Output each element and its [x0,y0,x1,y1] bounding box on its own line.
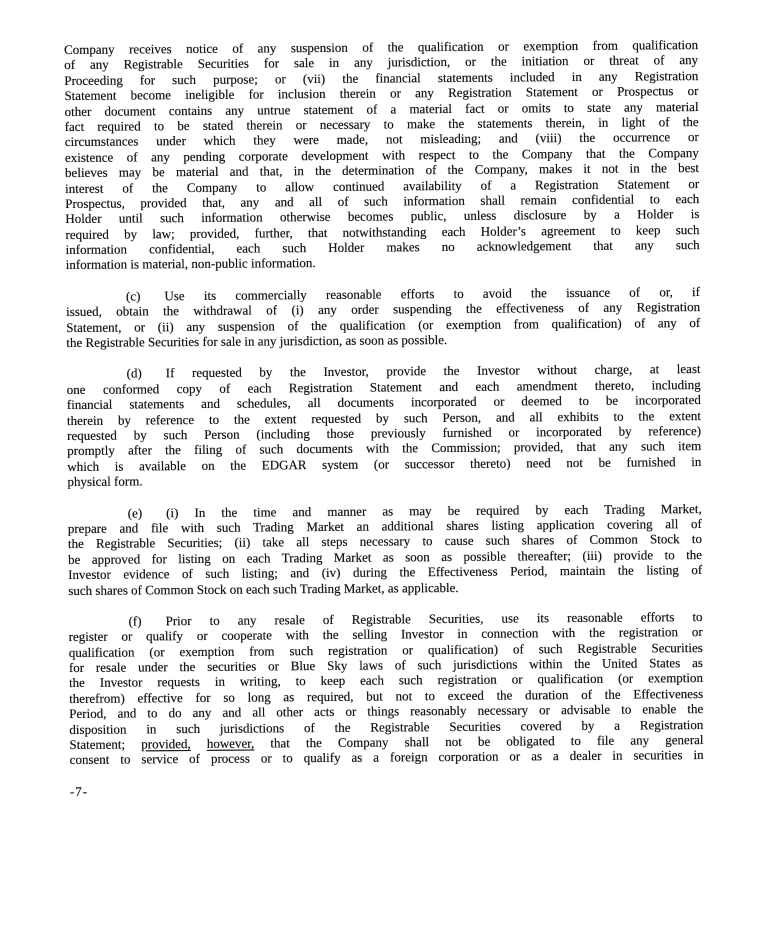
text-line: physical form. [67,473,143,490]
text-line: (e) (i) In the time and manner as may be required by each Trading Market, [127,500,702,521]
text-line: Prospectus, provided that, any and all of such information shall remain confidential to each [65,190,700,211]
text-line: circumstances under which they were made, not misleading; and (viii) the occurrence or [64,129,699,150]
text-line: Statement, or (ii) any suspension of the qualification (or exemption from qualification) of any of [66,314,701,335]
text-line: (f) Prior to any resale of Registrable Securities, use its reasonable efforts to [128,608,703,629]
text-line: qualification (or exemption from such registration or qualification) of such Registrable Securities [68,639,703,660]
text-line: fact required to be stated therein or necessary to make the statements therein, in light of the [64,113,699,134]
text-block [64,37,704,799]
text-line: (c) Use its commercially reasonable efforts to avoid the issuance of or, if [125,283,701,304]
text-line: be approved for listing on each Trading Market as soon as possible thereafter; (iii) provide to the [68,546,703,567]
text-line: required by law; provided, further, that notwithstanding each Holder’s agreement to keep such [65,221,700,242]
text-line: Company receives notice of any suspension of the qualification or exemption from qualification [64,37,699,57]
paragraph [64,37,700,273]
text-line: for resale under the securities or Blue Sky laws of such jurisdictions within the United States as [68,655,703,676]
text-line: register or qualify or cooperate with the selling Investor in connection with the registration or [68,624,703,645]
paragraph-label: (e) [127,504,143,521]
text-line: prepare and file with such Trading Market an additional shares listing application covering all of [67,515,702,536]
text-line: Statement; provided, however, that the Company shall not be obligated to file any general [69,732,704,752]
text-line: the Investor requests in writing, to keep each such registration or qualification (or exemption [68,670,704,691]
text-line: consent to service of process or to qualify as a foreign corporation or as a dealer in securities in [69,747,704,768]
text-line: requested by such Person (including those previously furnished or incorporated by reference) [67,422,702,443]
text-line: Statement become ineligible for inclusion therein or any Registration Statement or Prospectus or [64,83,699,104]
text-line: promptly after the filing of such documents with the Commission; provided, that any such item [67,438,702,459]
paragraph [66,284,700,351]
text-line: Period, and to do any and all other acts or things reasonably necessary or advisable to enable the [69,701,704,722]
text-line: (d) If requested by the Investor, provide the Investor without charge, at least [126,361,701,381]
text-line: of any Registrable Securities for sale in any jurisdiction, or the initiation or threat of any [64,52,699,73]
text-line: other document contains any untrue statement of a material fact or omits to state any material [64,98,699,119]
text-line: one conformed copy of each Registration Statement and each amendment thereto, including [66,376,701,397]
text-line: Holder until such information otherwise becomes public, unless disclosure by a Holder is [65,206,700,227]
text-line: information confidential, each such Holder makes no acknowledgement that any such [65,237,700,258]
paragraph-label: (c) [125,288,141,304]
text-line: the Registrable Securities for sale in any jurisdiction, as soon as possible. [66,332,448,351]
text-line: interest of the Company to allow continued availability of a Registration Statement or [65,175,700,196]
text-line: financial statements and schedules, all documents incorporated or deemed to be incorporated [66,392,701,413]
paragraph-label: (d) [126,365,142,381]
paragraph [67,361,702,489]
text-line: Proceeding for such purpose; or (vii) the financial statements included in any Registration [64,67,699,88]
text-line: issued, obtain the withdrawal of (i) any order suspending the effectiveness of any Registration [66,299,701,320]
text-line: disposition in such jurisdictions of the Registrable Securities covered by a Registration [69,716,704,737]
paragraph-label: (f) [128,613,142,629]
text-line: therein by reference to the extent requested by such Person, and all exhibits to the extent [66,407,702,428]
text-line: existence of any pending corporate development with respect to the Company that the Company [64,144,699,165]
page-number: -7- [69,783,89,799]
text-line: which is available on the EDGAR system (or successor thereto) need not be furnished in [67,453,702,474]
text-line: the Registrable Securities; (ii) take all steps necessary to cause such shares of Common Stock to [67,531,702,552]
underlined-text: however, [206,735,255,751]
underlined-text: provided, [141,736,191,752]
paragraph [68,609,703,768]
text-line: believes may be material and that, in the determination of the Company, makes it not in the best [64,160,700,181]
text-line: such shares of Common Stock on each such Trading Market, as applicable. [68,579,459,598]
paragraph [68,501,703,598]
text-line: Investor evidence of such listing; and (iv) during the Effectiveness Period, maintain the listing of [68,562,703,583]
text-line: information is material, non-public information. [65,255,316,273]
text-line: therefrom) effective for so long as required, but not to exceed the duration of the Effectiveness [69,685,704,706]
